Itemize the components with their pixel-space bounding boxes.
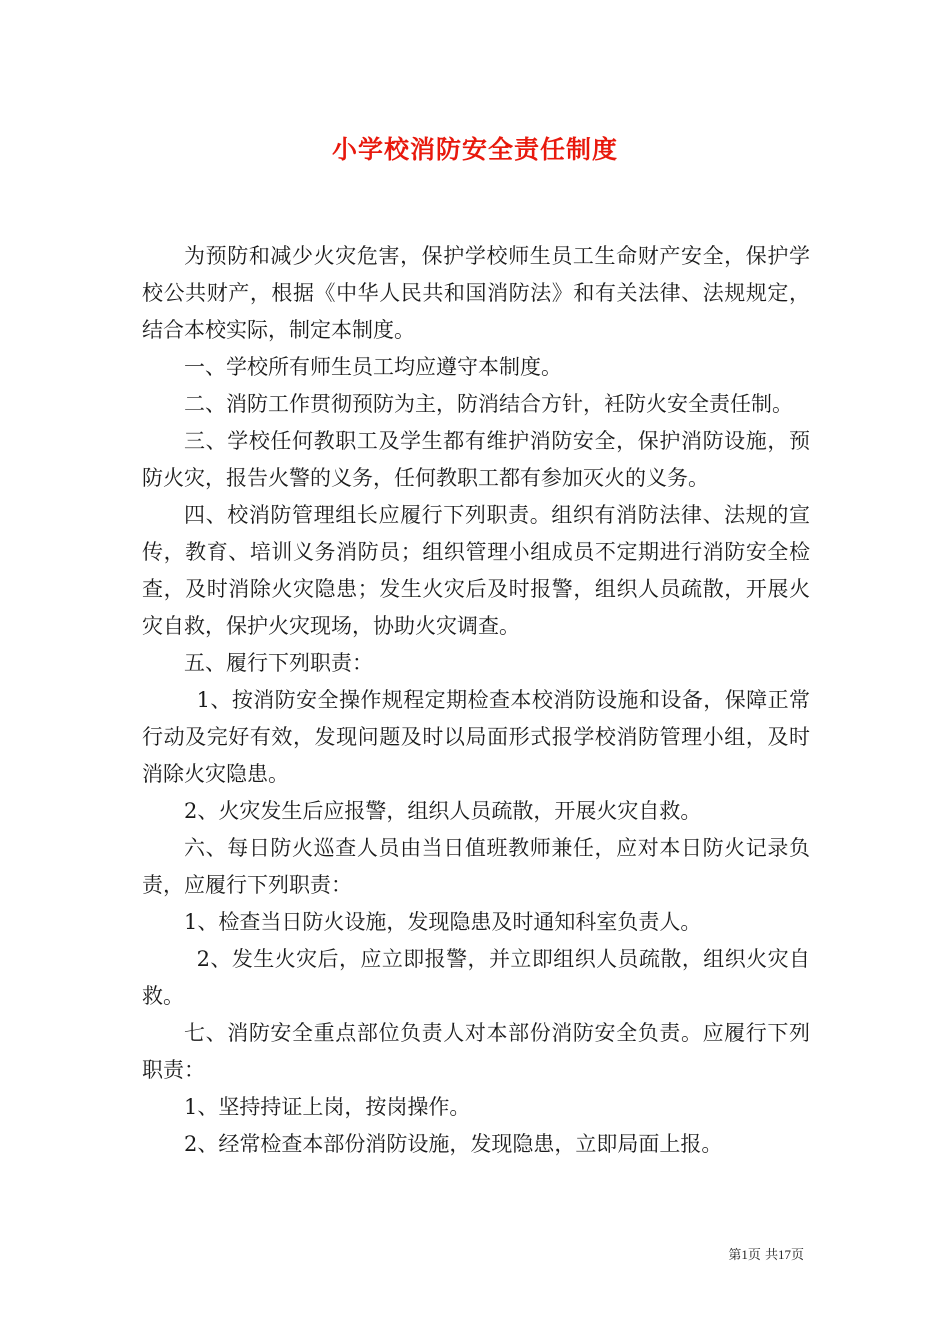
paragraph-6-item-1: 1、检查当日防火设施，发现隐患及时通知科室负责人。 <box>184 910 702 934</box>
paragraph-intro: 为预防和减少火灾危害，保护学校师生员工生命财产安全，保护学校公共财产，根据《中华人民共和国消防法》和有关法律、法规规定，结合本校实际，制定本制度。 <box>142 244 810 342</box>
footer-total-pages: 17 <box>777 1247 791 1262</box>
page-number-footer <box>728 1245 804 1266</box>
paragraph-6: 六、每日防火巡查人员由当日值班教师兼任，应对本日防火记录负责，应履行下列职责： <box>142 836 810 897</box>
paragraph-7-item-1: 1、坚持持证上岗，按岗操作。 <box>184 1095 471 1119</box>
document-title: 小学校消防安全责任制度 <box>331 135 618 164</box>
footer-middle: 页 共 <box>747 1248 778 1263</box>
footer-prefix: 第 <box>728 1248 742 1263</box>
paragraph-4: 四、校消防管理组长应履行下列职责。组织有消防法律、法规的宣传，教育、培训义务消防员；组织管理小组成员不定期进行消防安全检查，及时消除火灾隐患；发生火灾后及时报警，组织人员疏散，开展火灾自救，保护火灾现场，协助火灾调查。 <box>142 503 810 638</box>
paragraph-5: 五、履行下列职责： <box>184 651 373 675</box>
footer-suffix: 页 <box>790 1248 804 1263</box>
footer-current-page: 1 <box>741 1247 748 1262</box>
paragraph-2: 二、消防工作贯彻预防为主，防消结合方针，衽防火安全责任制。 <box>184 392 793 416</box>
paragraph-7: 七、消防安全重点部位负责人对本部份消防安全负责。应履行下列职责： <box>142 1021 810 1082</box>
paragraph-5-item-2: 2、火灾发生后应报警，组织人员疏散，开展火灾自救。 <box>184 799 702 823</box>
paragraph-7-item-2: 2、经常检查本部份消防设施，发现隐患，立即局面上报。 <box>184 1132 723 1156</box>
paragraph-1: 一、学校所有师生员工均应遵守本制度。 <box>184 355 562 379</box>
document-body <box>142 238 810 1163</box>
paragraph-6-item-2: 2、发生火灾后，应立即报警，并立即组织人员疏散，组织火灾自救。 <box>142 947 810 1008</box>
paragraph-3: 三、学校任何教职工及学生都有维护消防安全，保护消防设施，预防火灾，报告火警的义务，任何教职工都有参加灭火的义务。 <box>142 429 810 490</box>
paragraph-5-item-1: 1、按消防安全操作规程定期检查本校消防设施和设备，保障正常行动及完好有效，发现问题及时以局面形式报学校消防管理小组，及时消除火灾隐患。 <box>142 688 810 786</box>
